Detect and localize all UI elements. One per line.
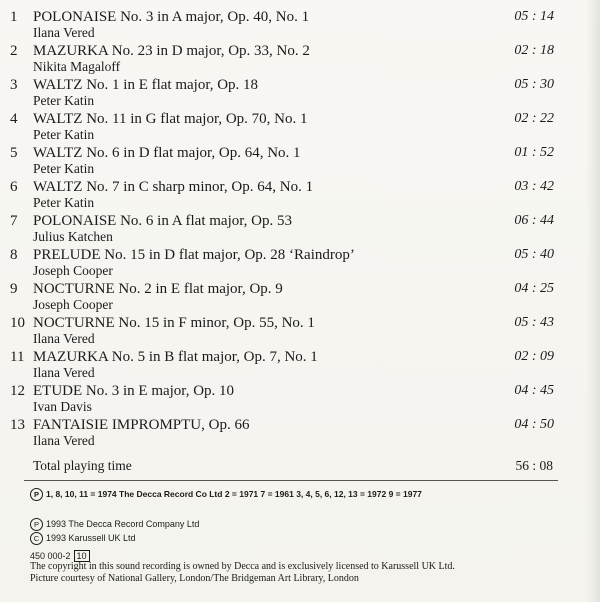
track-performer: Ilana Vered [33, 365, 95, 380]
phonogram-company-text: 1993 The Decca Record Company Ltd [46, 518, 200, 529]
track-performer: Peter Katin [33, 195, 95, 210]
track-list [0, 6, 600, 448]
track-duration: 02 : 18 [514, 43, 554, 58]
track-duration: 05 : 43 [514, 315, 554, 330]
track-duration: 04 : 25 [514, 281, 554, 296]
track-performer: Ilana Vered [33, 25, 95, 40]
track-title: PRELUDE No. 15 in D flat major, Op. 28 ‘Raindrop’ [33, 247, 355, 263]
phonogram-icon: P [30, 488, 43, 501]
track-number: 10 [10, 315, 25, 331]
total-label: Total playing time [33, 458, 132, 473]
track-number: 4 [10, 111, 18, 127]
track-duration: 05 : 40 [514, 247, 554, 262]
track-duration: 02 : 09 [514, 349, 554, 364]
track-title: NOCTURNE No. 2 in E flat major, Op. 9 [33, 281, 283, 297]
track-number: 2 [10, 43, 18, 59]
track-duration: 05 : 30 [514, 77, 554, 92]
phonogram-icon: P [30, 518, 43, 531]
track-title: POLONAISE No. 3 in A major, Op. 40, No. 1 [33, 9, 310, 25]
track-row [0, 278, 600, 312]
track-title: FANTAISIE IMPROMPTU, Op. 66 [33, 417, 250, 433]
track-performer: Peter Katin [33, 127, 95, 142]
track-row [0, 210, 600, 244]
phonogram-dates-line [30, 488, 422, 501]
phonogram-company-line [30, 518, 199, 531]
track-performer: Nikita Magaloff [33, 59, 121, 74]
track-row [0, 108, 600, 142]
license-text: The copyright in this sound recording is owned by Decca and is exclusively licensed to Karussell UK Ltd. [30, 561, 455, 572]
track-performer: Ilana Vered [33, 331, 95, 346]
track-row [0, 6, 600, 40]
track-row [0, 346, 600, 380]
track-performer: Ilana Vered [33, 433, 95, 448]
track-number: 7 [10, 213, 18, 229]
catalogue-number: 450 000-2 [30, 551, 71, 561]
track-row [0, 74, 600, 108]
track-title: WALTZ No. 7 in C sharp minor, Op. 64, No. 1 [33, 179, 314, 195]
track-number: 3 [10, 77, 18, 93]
track-title: ETUDE No. 3 in E major, Op. 10 [33, 383, 235, 399]
track-number: 11 [10, 349, 25, 365]
track-duration: 06 : 44 [514, 213, 554, 228]
track-duration: 03 : 42 [514, 179, 554, 194]
total-playing-time [33, 458, 553, 476]
track-title: WALTZ No. 11 in G flat major, Op. 70, No. 1 [33, 111, 308, 127]
track-duration: 02 : 22 [514, 111, 554, 126]
track-duration: 01 : 52 [514, 145, 554, 160]
track-performer: Joseph Cooper [33, 263, 113, 278]
track-performer: Peter Katin [33, 161, 95, 176]
track-title: WALTZ No. 6 in D flat major, Op. 64, No. 1 [33, 145, 301, 161]
track-row [0, 244, 600, 278]
track-row [0, 414, 600, 448]
track-row [0, 176, 600, 210]
track-number: 13 [10, 417, 25, 433]
track-number: 12 [10, 383, 25, 399]
track-number: 5 [10, 145, 18, 161]
track-performer: Julius Katchen [33, 229, 113, 244]
track-number: 6 [10, 179, 18, 195]
divider-rule [24, 480, 558, 481]
total-value: 56 : 08 [515, 458, 553, 473]
track-duration: 04 : 50 [514, 417, 554, 432]
track-row [0, 142, 600, 176]
track-title: POLONAISE No. 6 in A flat major, Op. 53 [33, 213, 292, 229]
copyright-icon: C [30, 532, 43, 545]
track-row [0, 380, 600, 414]
catalogue-box: 10 [74, 550, 90, 562]
track-number: 8 [10, 247, 18, 263]
track-performer: Peter Katin [33, 93, 95, 108]
track-row [0, 312, 600, 346]
track-row [0, 40, 600, 74]
track-performer: Ivan Davis [33, 399, 92, 414]
picture-credit: Picture courtesy of National Gallery, London/The Bridgeman Art Library, London [30, 573, 359, 584]
track-title: NOCTURNE No. 15 in F minor, Op. 55, No. 1 [33, 315, 315, 331]
track-title: MAZURKA No. 5 in B flat major, Op. 7, No. 1 [33, 349, 318, 365]
track-title: WALTZ No. 1 in E flat major, Op. 18 [33, 77, 259, 93]
track-number: 9 [10, 281, 18, 297]
track-duration: 04 : 45 [514, 383, 554, 398]
phonogram-dates-text: 1, 8, 10, 11 = 1974 The Decca Record Co Ltd 2 = 1971 7 = 1961 3, 4, 5, 6, 12, 13 = 1972 9 = 1977 [46, 488, 422, 499]
track-title: MAZURKA No. 23 in D major, Op. 33, No. 2 [33, 43, 310, 59]
track-number: 1 [10, 9, 18, 25]
track-performer: Joseph Cooper [33, 297, 113, 312]
track-duration: 05 : 14 [514, 9, 554, 24]
copyright-line [30, 532, 136, 545]
copyright-text: 1993 Karussell UK Ltd [46, 532, 136, 543]
